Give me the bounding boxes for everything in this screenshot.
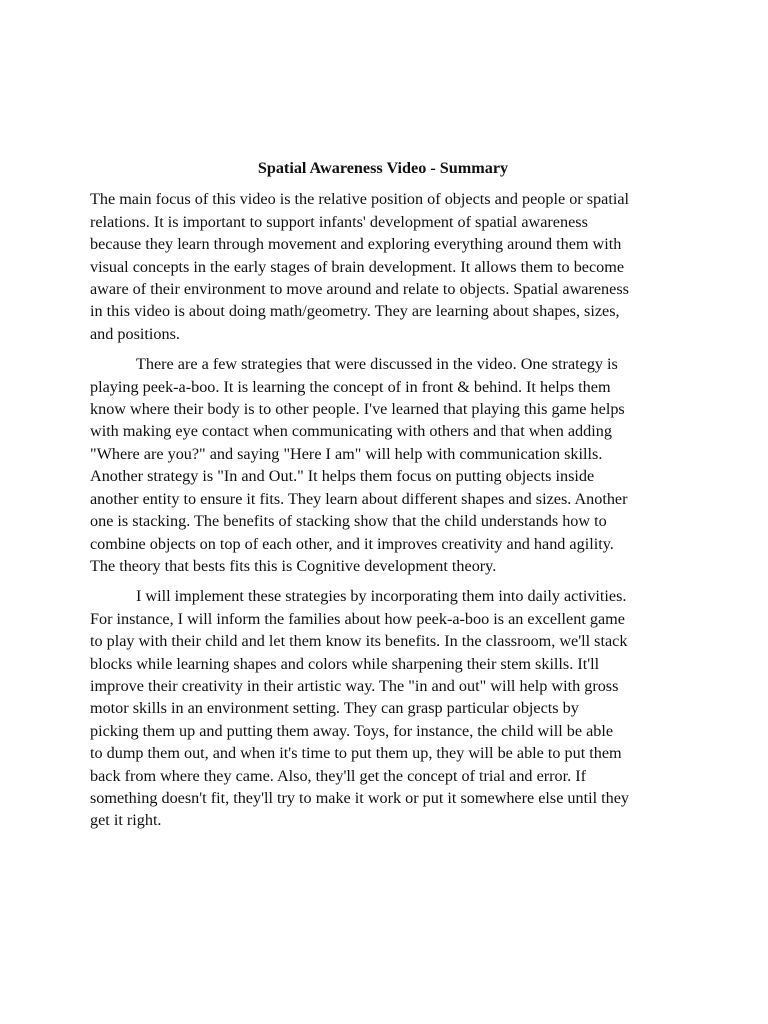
paragraph-line: with making eye contact when communicating with others and that when adding bbox=[90, 422, 612, 441]
paragraph-line: I will implement these strategies by incorporating them into daily activities. bbox=[136, 587, 627, 606]
paragraph-line: something doesn't fit, they'll try to make it work or put it somewhere else until they bbox=[90, 788, 630, 807]
paragraph-line: There are a few strategies that were discussed in the video. One strategy is bbox=[136, 355, 618, 374]
paragraph-line: The main focus of this video is the relative position of objects and people or spatial bbox=[90, 190, 630, 209]
paragraph-line: because they learn through movement and exploring everything around them with bbox=[90, 235, 622, 254]
paragraph-line: get it right. bbox=[90, 811, 162, 830]
paragraph-line: back from where they came. Also, they'll get the concept of trial and error. If bbox=[90, 766, 586, 785]
paragraph-line: "Where are you?" and saying "Here I am" will help with communication skills. bbox=[90, 444, 603, 463]
paragraph-line: motor skills in an environment setting. They can grasp particular objects by bbox=[90, 699, 579, 718]
paragraph-line: For instance, I will inform the families about how peek-a-boo is an excellent game bbox=[90, 609, 625, 628]
paragraph-line: blocks while learning shapes and colors while sharpening their stem skills. It'll bbox=[90, 654, 600, 673]
paragraph-line: one is stacking. The benefits of stacking show that the child understands how to bbox=[90, 512, 607, 531]
paragraph-line: relations. It is important to support infants' development of spatial awareness bbox=[90, 212, 588, 231]
paragraph-line: another entity to ensure it fits. They learn about different shapes and sizes. Another bbox=[90, 489, 628, 508]
paragraph-line: visual concepts in the early stages of brain development. It allows them to become bbox=[90, 257, 625, 276]
paragraph-line: to dump them out, and when it's time to put them up, they will be able to put them bbox=[90, 744, 622, 763]
paragraph-line: Another strategy is "In and Out." It helps them focus on putting objects inside bbox=[90, 467, 595, 486]
paragraph-line: improve their creativity in their artistic way. The "in and out" will help with gross bbox=[90, 676, 619, 695]
paragraph-1 bbox=[90, 188, 676, 345]
paragraph-line: picking them up and putting them away. Toys, for instance, the child will be able bbox=[90, 721, 614, 740]
paragraph-line: know where their body is to other people. I've learned that playing this game helps bbox=[90, 400, 625, 419]
paragraph-line: and positions. bbox=[90, 324, 180, 343]
paragraph-line: The theory that bests fits this is Cognitive development theory. bbox=[90, 556, 497, 575]
document-body bbox=[90, 157, 676, 840]
paragraph-line: in this video is about doing math/geometry. They are learning about shapes, sizes, bbox=[90, 302, 620, 321]
paragraph-3 bbox=[90, 585, 676, 831]
paragraph-2 bbox=[90, 353, 676, 577]
paragraph-line: combine objects on top of each other, and it improves creativity and hand agility. bbox=[90, 534, 614, 553]
paragraph-line: playing peek-a-boo. It is learning the concept of in front & behind. It helps them bbox=[90, 377, 611, 396]
document-title: Spatial Awareness Video - Summary bbox=[257, 159, 509, 177]
paragraph-line: to play with their child and let them know its benefits. In the classroom, we'll stack bbox=[90, 632, 628, 651]
paragraph-line: aware of their environment to move around and relate to objects. Spatial awareness bbox=[90, 280, 629, 299]
